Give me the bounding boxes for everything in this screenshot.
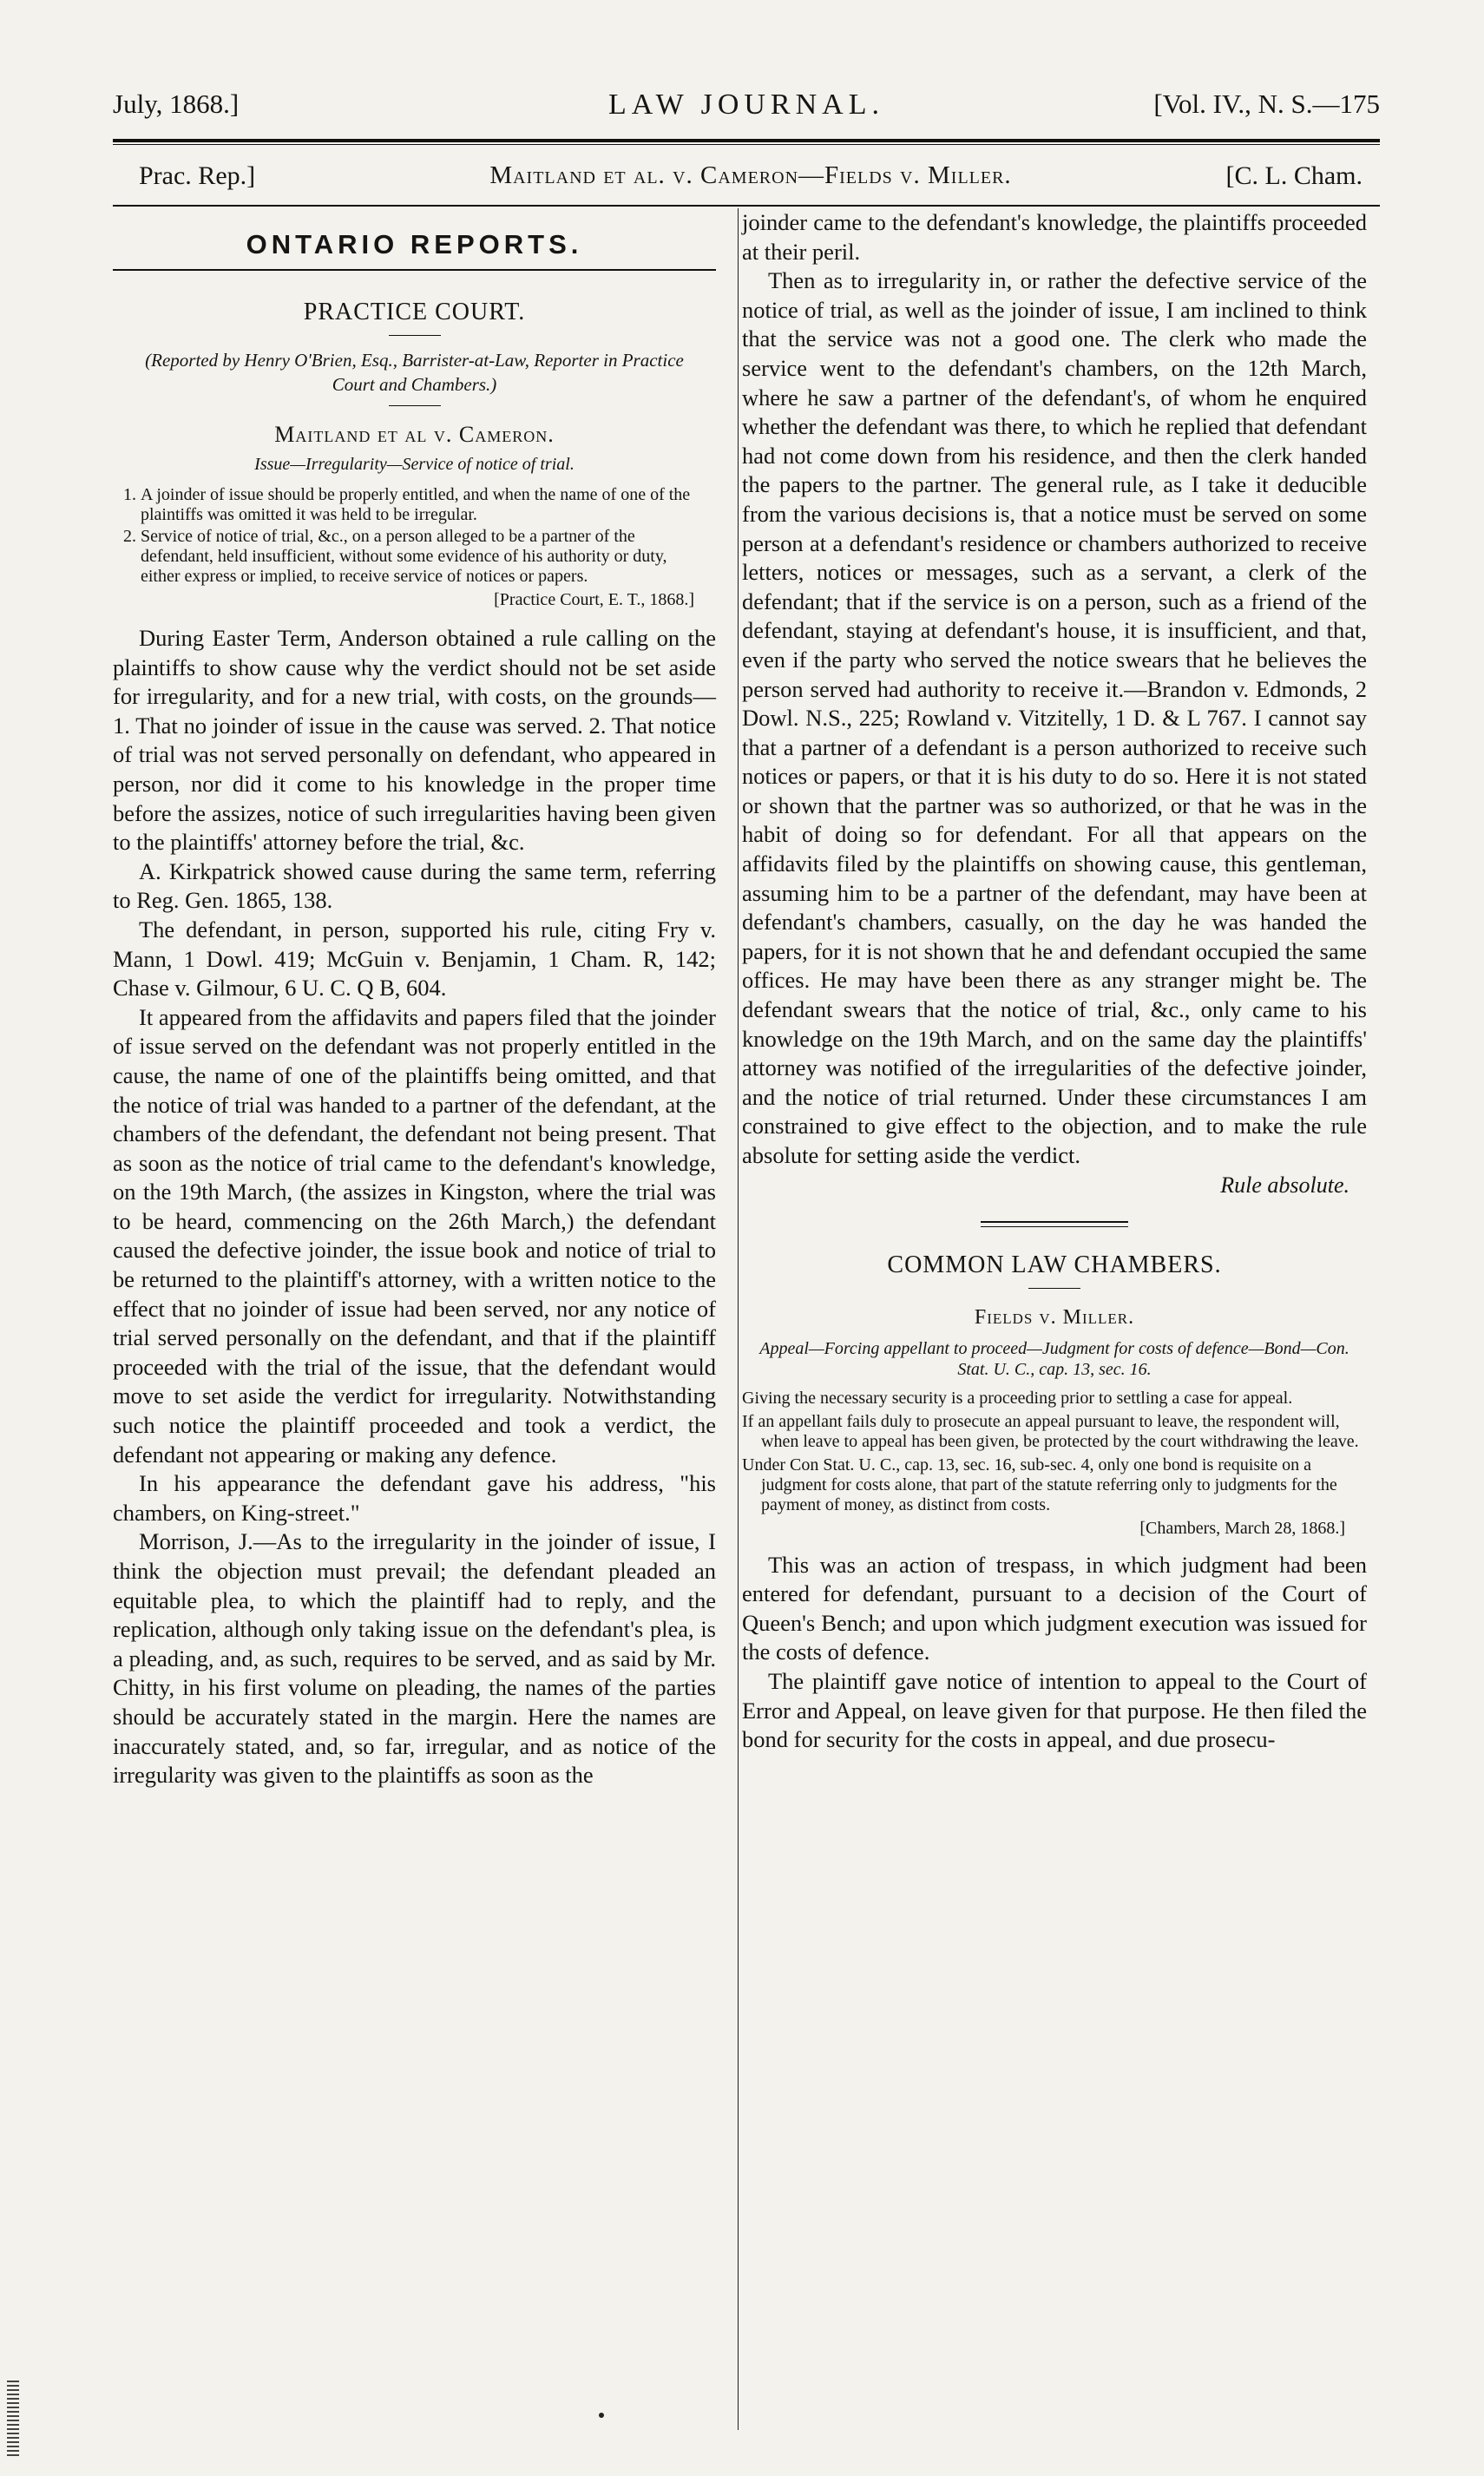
chambers-citation: [Chambers, March 28, 1868.] <box>1139 1518 1345 1538</box>
case-name: Fields v. Miller. <box>974 1305 1135 1329</box>
case-header-title: Maitland et al. v. Cameron—Fields v. Miller. <box>489 161 1012 189</box>
syllabus-list <box>742 1389 1367 1515</box>
column-divider <box>738 208 739 2430</box>
syllabus-item: 2. Service of notice of trial, &c., on a person alleged to be a partner of the defendant, held insufficient, without some evidence of his authority or duty, either express or implied, to receive service of notices or papers. <box>141 527 703 587</box>
opinion-continuation <box>742 208 1367 1171</box>
rule-absolute: Rule absolute. <box>1220 1172 1349 1198</box>
header-rule-thin <box>113 144 1380 145</box>
header-volume: [Vol. IV., N. S.—175 <box>1153 89 1380 119</box>
section-title-common-law-chambers: COMMON LAW CHAMBERS. <box>887 1251 1222 1278</box>
header-rule-thick <box>113 139 1380 142</box>
page-dot <box>599 2413 604 2418</box>
section-title-ontario-reports: ONTARIO REPORTS. <box>246 229 583 259</box>
short-rule <box>1028 1288 1080 1289</box>
header-date: July, 1868.] <box>113 89 240 119</box>
section-divider <box>981 1221 1128 1223</box>
scan-edge-mark <box>7 2378 19 2456</box>
paragraph: The plaintiff gave notice of intention to appeal to the Court of Error and Appeal, on leave given for that purpose. He then filed the bond for security for the costs in appeal, and due prosecu- <box>742 1667 1367 1753</box>
opinion-body <box>113 624 716 1790</box>
paragraph: Then as to irregularity in, or rather the defective service of the notice of trial, as well as the joinder of issue, I am inclined to think that the service was not a good one. The clerk who made the service went to the defendant's chambers, on the 12th March, where he saw a partner of the defendant's, of whom he enquired whether the defendant was there, to which he replied that defendant had not come down from his residence, and then the clerk handed the papers to the partner. The general rule, as I take it deducible from the various decisions is, that a notice must be served on some person at a defendant's residence or chambers authorized to receive letters, notices or messages, such as a servant, a clerk of the defendant; that if the service is on a person, such as a friend of the defendant, staying at defendant's house, it is insufficient, and that, even if the party who served the notice swears that he believes the person served had authority to receive it.—Brandon v. Edmonds, 2 Dowl. N.S., 225; Rowland v. Vitzitelly, 1 D. & L 767. I cannot say that a partner of a defendant is a person authorized to receive such notices or papers, or that it is his duty to do so. Here it is not stated or shown that the partner was so authorized, or that he was in the habit of doing so for defendant. For all that appears on the affidavits filed by the plaintiffs on showing cause, this gentleman, assuming him to be a partner of the defendant, may have been at defendant's chambers, casually, on the day he was handed the papers, for it is not shown that he and defendant occupied the same offices. He may have been there as any stranger might be. The defendant swears that the notice of trial, &c., only came to his knowledge on the 19th March, and on the same day the plaintiffs' attorney was notified of the irregularities of the defective joinder, and the notice of trial returned. Under these circumstances I am constrained to give effect to the objection, and to make the rule absolute for setting aside the verdict. <box>742 267 1367 1168</box>
case-header-rule <box>113 205 1380 207</box>
paragraph: Morrison, J.—As to the irregularity in the joinder of issue, I think the objection must prevail; the defendant pleaded an equitable plea, to which the plaintiff had to reply, and the replication, although only taking issue on the defendant's plea, is a pleading, and, as such, requires to be served, and as said by Mr. Chitty, in his first volume on pleading, the names of the parties should be accurately stated in the margin. Here the names are inaccurately stated, and, so far, irregular, and as notice of the irregularity was given to the plaintiffs as soon as the <box>113 1528 716 1789</box>
case-body <box>742 1551 1367 1755</box>
paragraph: In his appearance the defendant gave his address, "his chambers, on King-street." <box>113 1470 716 1526</box>
short-rule <box>389 335 441 336</box>
case-name: Maitland et al v. Cameron. <box>274 422 555 447</box>
case-header-left: Prac. Rep.] <box>139 161 256 190</box>
case-header-right: [C. L. Cham. <box>1225 161 1363 190</box>
left-column <box>113 208 716 1790</box>
syllabus-list <box>113 485 703 587</box>
short-rule <box>389 405 441 406</box>
syllabus-item: 1. A joinder of issue should be properly entitled, and when the name of one of the plaintiffs was omitted it was held to be irregular. <box>141 485 703 525</box>
paragraph: It appeared from the affidavits and papers filed that the joinder of issue served on the defendant was not properly entitled in the cause, the name of one of the plaintiffs being omitted, and that the notice of trial was handed to a partner of the defendant, at the chambers of the defendant, the defendant not being present. That as soon as the notice of trial came to the defendant's knowledge, on the 19th March, (the assizes in Kingston, where the trial was to be heard, commencing on the 26th March,) the defendant caused the defective joinder, the issue book and notice of trial to be returned to the plaintiff's attorney, with a written notice to the effect that no joinder of issue had been served, nor any notice of trial served personally on the defendant, and that if the plaintiff proceeded with the trial of the issue, that the defendant would move to set aside the verdict for irregularity. Notwithstanding such notice the plaintiff proceeded and took a verdict, the defendant not appearing or making any defence. <box>113 1003 716 1468</box>
header-journal-title: LAW JOURNAL. <box>608 89 884 121</box>
syllabus-item: Under Con Stat. U. C., cap. 13, sec. 16, sub-sec. 4, only one bond is requisite on a judgment for costs alone, that part of the statute referring only to judgments for the payment of money, as distinct from costs. <box>742 1455 1337 1514</box>
section-divider-thin <box>981 1226 1128 1227</box>
headnote: Appeal—Forcing appellant to proceed—Judgment for costs of defence—Bond—Con. Stat. U. C., cap. 13, sec. 16. <box>759 1338 1349 1379</box>
paragraph: A. Kirkpatrick showed cause during the same term, referring to Reg. Gen. 1865, 138. <box>113 857 716 914</box>
paragraph: This was an action of trespass, in which judgment had been entered for defendant, pursuant to a decision of the Court of Queen's Bench; and upon which judgment execution was issued for the costs of defence. <box>742 1551 1367 1665</box>
paragraph: joinder came to the defendant's knowledge, the plaintiffs proceeded at their peril. <box>742 209 1367 265</box>
section-rule <box>113 269 716 271</box>
headnote: Issue—Irregularity—Service of notice of trial. <box>254 455 575 474</box>
right-column <box>742 208 1367 1755</box>
paragraph: During Easter Term, Anderson obtained a rule calling on the plaintiffs to show cause why the verdict should not be set aside for irregularity, and for a new trial, with costs, on the grounds—1. That no joinder of issue in the cause was served. 2. That notice of trial was not served personally on defendant, who appeared in person, nor did it come to his knowledge in the proper time before the assizes, notice of such irregularities having been given to the plaintiffs' attorney before the trial, &c. <box>113 625 716 856</box>
reporter-note: (Reported by Henry O'Brien, Esq., Barrister-at-Law, Reporter in Practice Court and Chambers.) <box>145 350 684 395</box>
running-header <box>113 89 1380 123</box>
paragraph: The defendant, in person, supported his rule, citing Fry v. Mann, 1 Dowl. 419; McGuin v. Benjamin, 1 Cham. R, 142; Chase v. Gilmour, 6 U. C. Q B, 604. <box>113 916 716 1002</box>
court-title: PRACTICE COURT. <box>303 299 526 325</box>
syllabus-item: Giving the necessary security is a proceeding prior to settling a case for appeal. <box>742 1388 1293 1408</box>
case-header <box>139 161 1363 196</box>
court-citation: [Practice Court, E. T., 1868.] <box>494 590 694 609</box>
syllabus-item: If an appellant fails duly to prosecute an appeal pursuant to leave, the respondent will, when leave to appeal has been given, be protected by the court withdrawing the leave. <box>742 1411 1359 1451</box>
